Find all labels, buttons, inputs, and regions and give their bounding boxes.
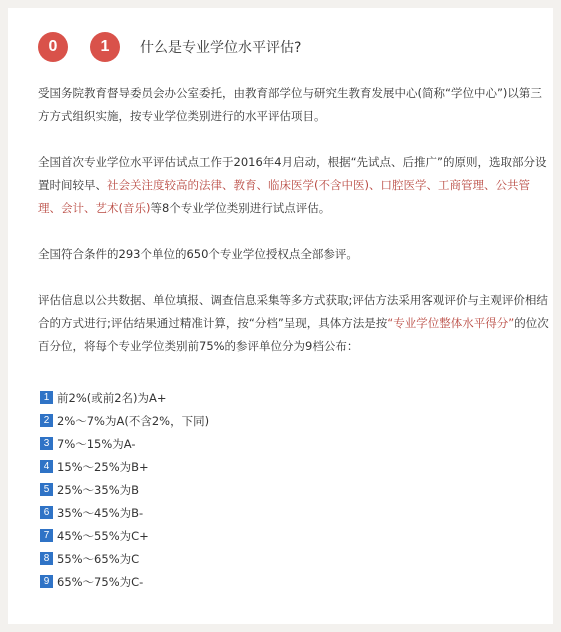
grade-text: 45%～55%为C+	[57, 528, 149, 543]
paragraph-pilot	[38, 151, 550, 220]
grade-item	[40, 409, 209, 432]
grade-text: 2%～7%为A(不含2%，下同)	[57, 413, 210, 428]
paragraph-participants: 全国符合条件的293个单位的650个专业学位授权点全部参评。	[38, 247, 358, 261]
number-badge-icon: 8	[40, 552, 53, 565]
grade-item	[40, 455, 209, 478]
grade-text: 55%～65%为C	[57, 551, 140, 566]
paragraph-method-text-1: 评估信息以公共数据、单位填报、调查信息采集等多方式获取;评估方法采用客观评价与主观评价相结合的方式进行;评估结果通过精准计算，按“分档”呈现，具体方法是按	[38, 293, 548, 330]
number-badge-icon: 2	[40, 414, 53, 427]
section-heading	[38, 32, 301, 62]
grade-item	[40, 432, 209, 455]
paragraph-pilot-text-2: 等8个专业学位类别进行试点评估。	[150, 201, 331, 215]
grade-text: 25%～35%为B	[57, 482, 140, 497]
grade-text: 7%～15%为A-	[57, 436, 136, 451]
paragraph-method-highlight: “专业学位整体水平得分”	[387, 316, 515, 330]
number-badge-icon: 1	[40, 391, 53, 404]
grade-item	[40, 524, 209, 547]
grade-text: 65%～75%为C-	[57, 574, 144, 589]
grade-item	[40, 547, 209, 570]
paragraph-pilot-highlight: 社会关注度较高的法律、教育、临床医学(不含中医)、口腔医学、工商管理、公共管理、会计、艺术(音乐)	[38, 178, 530, 215]
number-circle-2: 1	[90, 32, 120, 62]
number-badge-icon: 5	[40, 483, 53, 496]
paragraph-pilot-text-1: 全国首次专业学位水平评估试点工作于2016年4月启动，根据“先试点、后推广”的原则，选取部分设置时间较早、	[38, 155, 547, 192]
grade-item	[40, 478, 209, 501]
number-badge-icon: 7	[40, 529, 53, 542]
grade-text: 35%～45%为B-	[57, 505, 144, 520]
grade-text: 15%～25%为B+	[57, 459, 149, 474]
number-circle-1: 0	[38, 32, 68, 62]
grade-item	[40, 386, 209, 409]
paragraph-intro: 受国务院教育督导委员会办公室委托，由教育部学位与研究生教育发展中心(简称“学位中心”)以第三方方式组织实施，按专业学位类别进行的水平评估项目。	[38, 86, 542, 123]
grade-item	[40, 570, 209, 593]
number-badge-icon: 6	[40, 506, 53, 519]
section-title: 什么是专业学位水平评估?	[140, 40, 302, 56]
number-badge-icon: 3	[40, 437, 53, 450]
number-badge-icon: 4	[40, 460, 53, 473]
paragraph-method	[38, 289, 550, 358]
grade-list	[40, 386, 209, 593]
paragraph-method-text-2: 的位次百分位，将每个专业学位类别前75%的参评单位分为9档公布：	[38, 316, 549, 353]
article-card	[8, 8, 553, 624]
number-badge-icon: 9	[40, 575, 53, 588]
grade-text: 前2%(或前2名)为A+	[57, 390, 167, 405]
grade-item	[40, 501, 209, 524]
